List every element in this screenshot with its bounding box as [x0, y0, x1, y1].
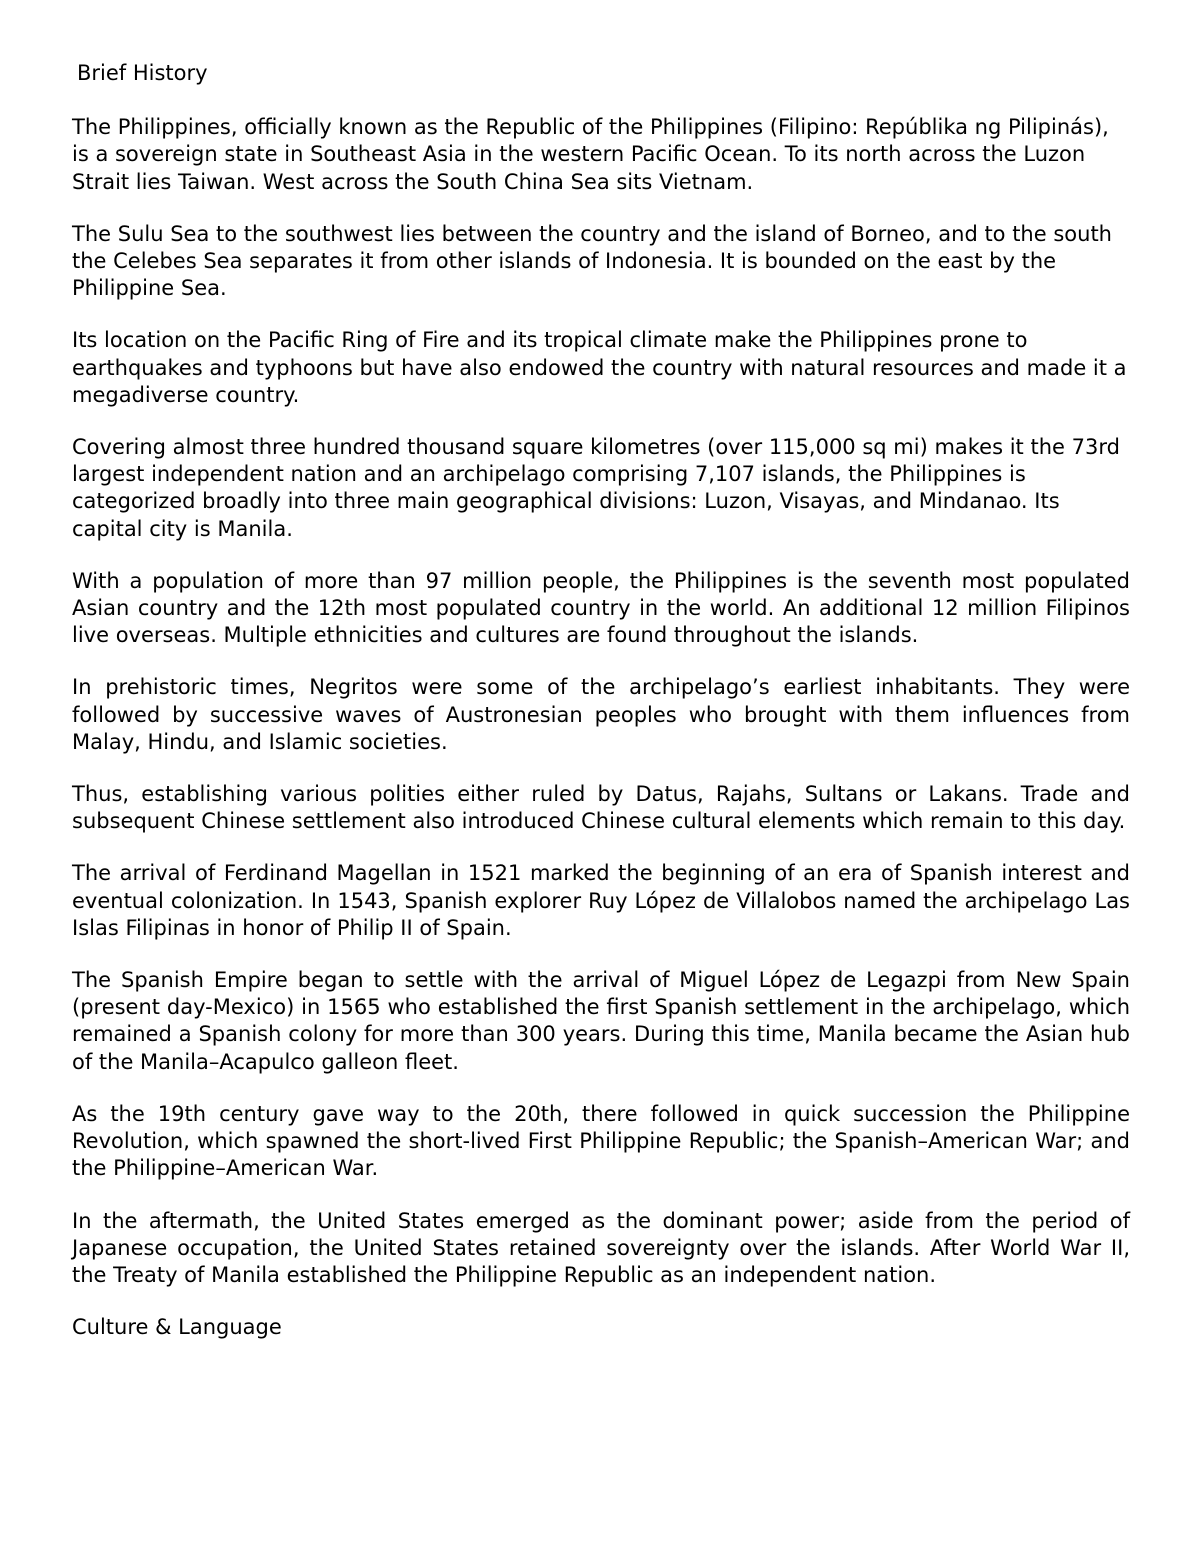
- paragraph-revolution: As the 19th century gave way to the 20th, there followed in quick succession the Philippine Revolution, which spawned the short-lived First Philippine Republic; the Spanish–American War; and the Philippine–American War.: [72, 1101, 1130, 1181]
- paragraph-spanish-empire: The Spanish Empire began to settle with the arrival of Miguel López de Legazpi from New Spain (present day-Mexico) in 1565 who established the first Spanish settlement in the archipelago, which remained a Spanish colony for more than 300 years. During this time, Manila became the Asian hub of the Manila–Acapulco galleon fleet.: [72, 968, 1130, 1074]
- paragraph-polities: Thus, establishing various polities either ruled by Datus, Rajahs, Sultans or Lakans. Trade and subsequent Chinese settlement also introduced Chinese cultural elements which remain to this day.: [72, 782, 1130, 834]
- paragraph-magellan: The arrival of Ferdinand Magellan in 1521 marked the beginning of an era of Spanish interest and eventual colonization. In 1543, Spanish explorer Ruy López de Villalobos named the archipelago Las Islas Filipinas in honor of Philip II of Spain.: [72, 861, 1130, 940]
- next-section-title: Culture & Language: [72, 1315, 282, 1340]
- paragraph-intro: The Philippines, officially known as the Republic of the Philippines (Filipino: Repúblika ng Pilipinás), is a sovereign state in Southeast Asia in the western Pacific Ocean. To its north across the Luzon Strait lies Taiwan. West across the South China Sea sits Vietnam.: [72, 115, 1109, 194]
- paragraph-ring-of-fire: Its location on the Pacific Ring of Fire and its tropical climate make the Philippines prone to earthquakes and typhoons but have also endowed the country with natural resources and made it a megadiverse country.: [72, 328, 1127, 407]
- section-title: Brief History: [77, 61, 208, 85]
- document-page: [72, 60, 1130, 1341]
- paragraph-geography: Covering almost three hundred thousand square kilometres (over 115,000 sq mi) makes it the 73rd largest independent nation and an archipelago comprising 7,107 islands, the Philippines is categorized broadly into three main geographical divisions: Luzon, Visayas, and Mindanao. Its capital city is Manila.: [72, 435, 1120, 541]
- paragraph-seas: The Sulu Sea to the southwest lies between the country and the island of Borneo, and to the south the Celebes Sea separates it from other islands of Indonesia. It is bounded on the east by the Philippine Sea.: [72, 221, 1112, 301]
- paragraph-aftermath: In the aftermath, the United States emerged as the dominant power; aside from the period of Japanese occupation, the United States retained sovereignty over the islands. After World War II, the Treaty of Manila established the Philippine Republic as an independent nation.: [72, 1208, 1130, 1287]
- paragraph-prehistoric: In prehistoric times, Negritos were some of the archipelago’s earliest inhabitants. They were followed by successive waves of Austronesian peoples who brought with them influences from Malay, Hindu, and Islamic societies.: [72, 675, 1130, 754]
- paragraph-population: With a population of more than 97 million people, the Philippines is the seventh most populated Asian country and the 12th most populated country in the world. An additional 12 million Filipinos live overseas. Multiple ethnicities and cultures are found throughout the islands.: [72, 568, 1130, 648]
